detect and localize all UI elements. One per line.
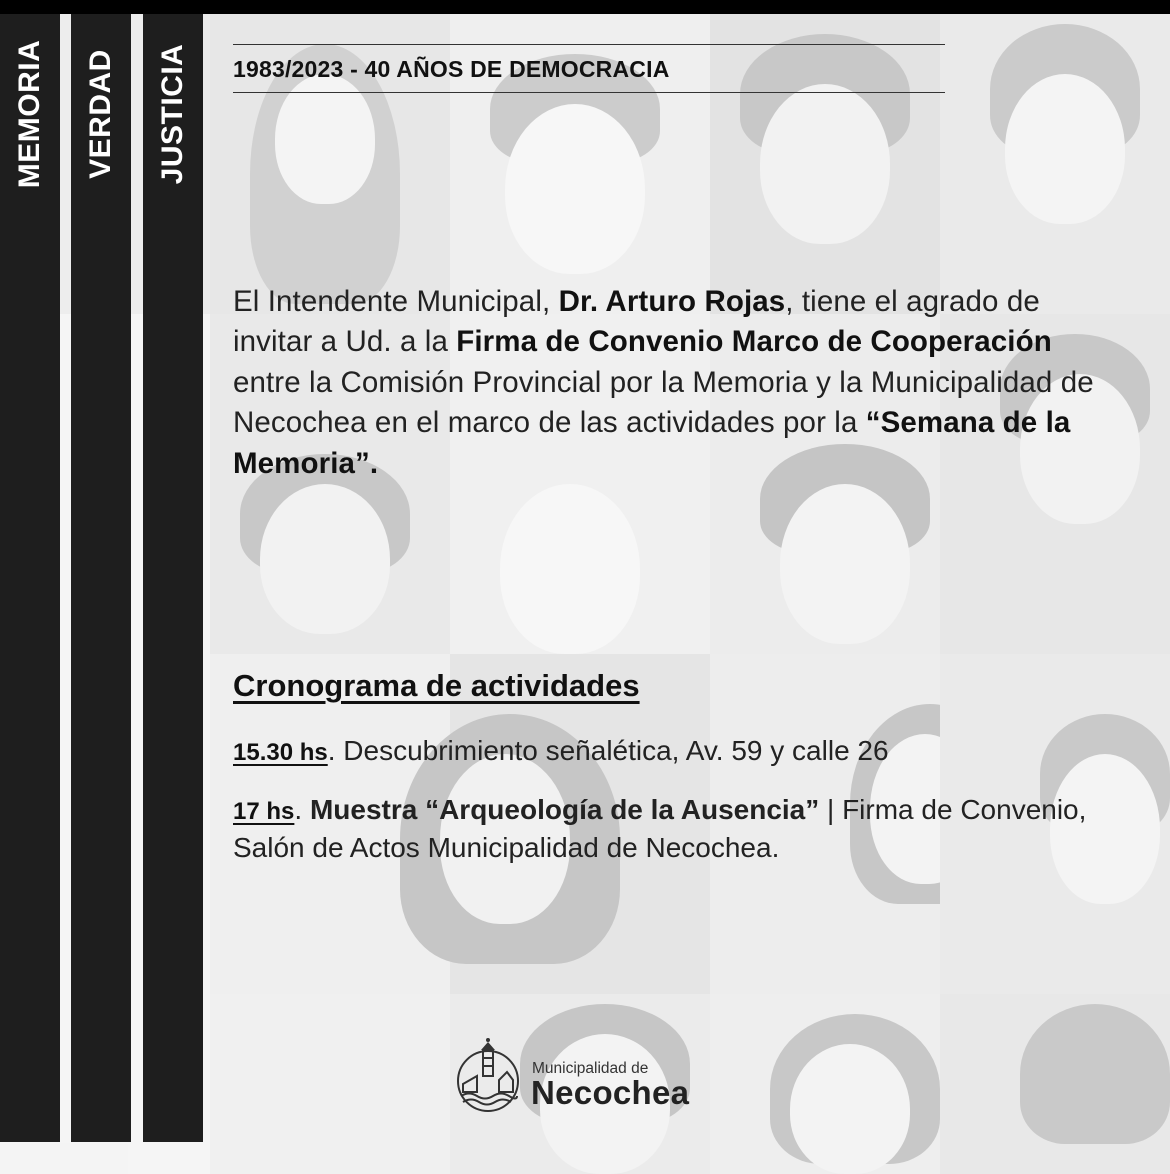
schedule-separator: . <box>294 794 310 825</box>
invitation-text-3: entre la Comisión Provincial por la Memoria y la Municipalidad de Necochea en el marco de las actividades por la <box>233 365 1094 440</box>
justicia-bar <box>143 14 203 1142</box>
schedule-description: Descubrimiento señalética, Av. 59 y calle 26 <box>343 735 889 766</box>
header-rule-top <box>233 44 945 45</box>
top-border <box>0 0 1170 14</box>
verdad-bar <box>71 14 131 1142</box>
week-name: “Semana de la Memoria”. <box>233 406 1071 480</box>
justicia-label: JUSTICIA <box>156 43 189 185</box>
memoria-label: MEMORIA <box>13 39 46 189</box>
logo-name: Necochea <box>531 1074 690 1111</box>
header-title: 1983/2023 - 40 AÑOS DE DEMOCRACIA <box>233 56 670 82</box>
logo-subtitle: Municipalidad de <box>532 1060 649 1077</box>
schedule-title: Cronograma de actividades <box>233 668 640 703</box>
schedule-separator: . <box>327 735 344 766</box>
mayor-name: Dr. Arturo Rojas <box>558 285 786 318</box>
municipality-logo <box>455 1036 725 1116</box>
schedule-time: 17 hs <box>233 798 295 825</box>
event-name: Firma de Convenio Marco de Cooperación <box>456 325 1052 359</box>
header-rule-bottom <box>233 92 945 93</box>
schedule-time: 15.30 hs <box>233 739 328 766</box>
schedule-exhibit-name: Muestra “Arqueología de la Ausencia” <box>309 794 820 825</box>
schedule-description: | Firma de Convenio, Salón de Actos Municipalidad de Necochea. <box>233 794 1087 863</box>
schedule-item <box>233 792 1113 866</box>
lighthouse-emblem-icon <box>455 1036 521 1114</box>
invitation-text-1: El Intendente Municipal, <box>233 285 559 318</box>
schedule-item <box>233 733 1113 771</box>
memoria-bar <box>0 14 60 1142</box>
invitation-text <box>233 282 1103 484</box>
invitation-text-2: , tiene el agrado de invitar a Ud. a la <box>233 285 1040 359</box>
verdad-label: VERDAD <box>84 49 117 179</box>
